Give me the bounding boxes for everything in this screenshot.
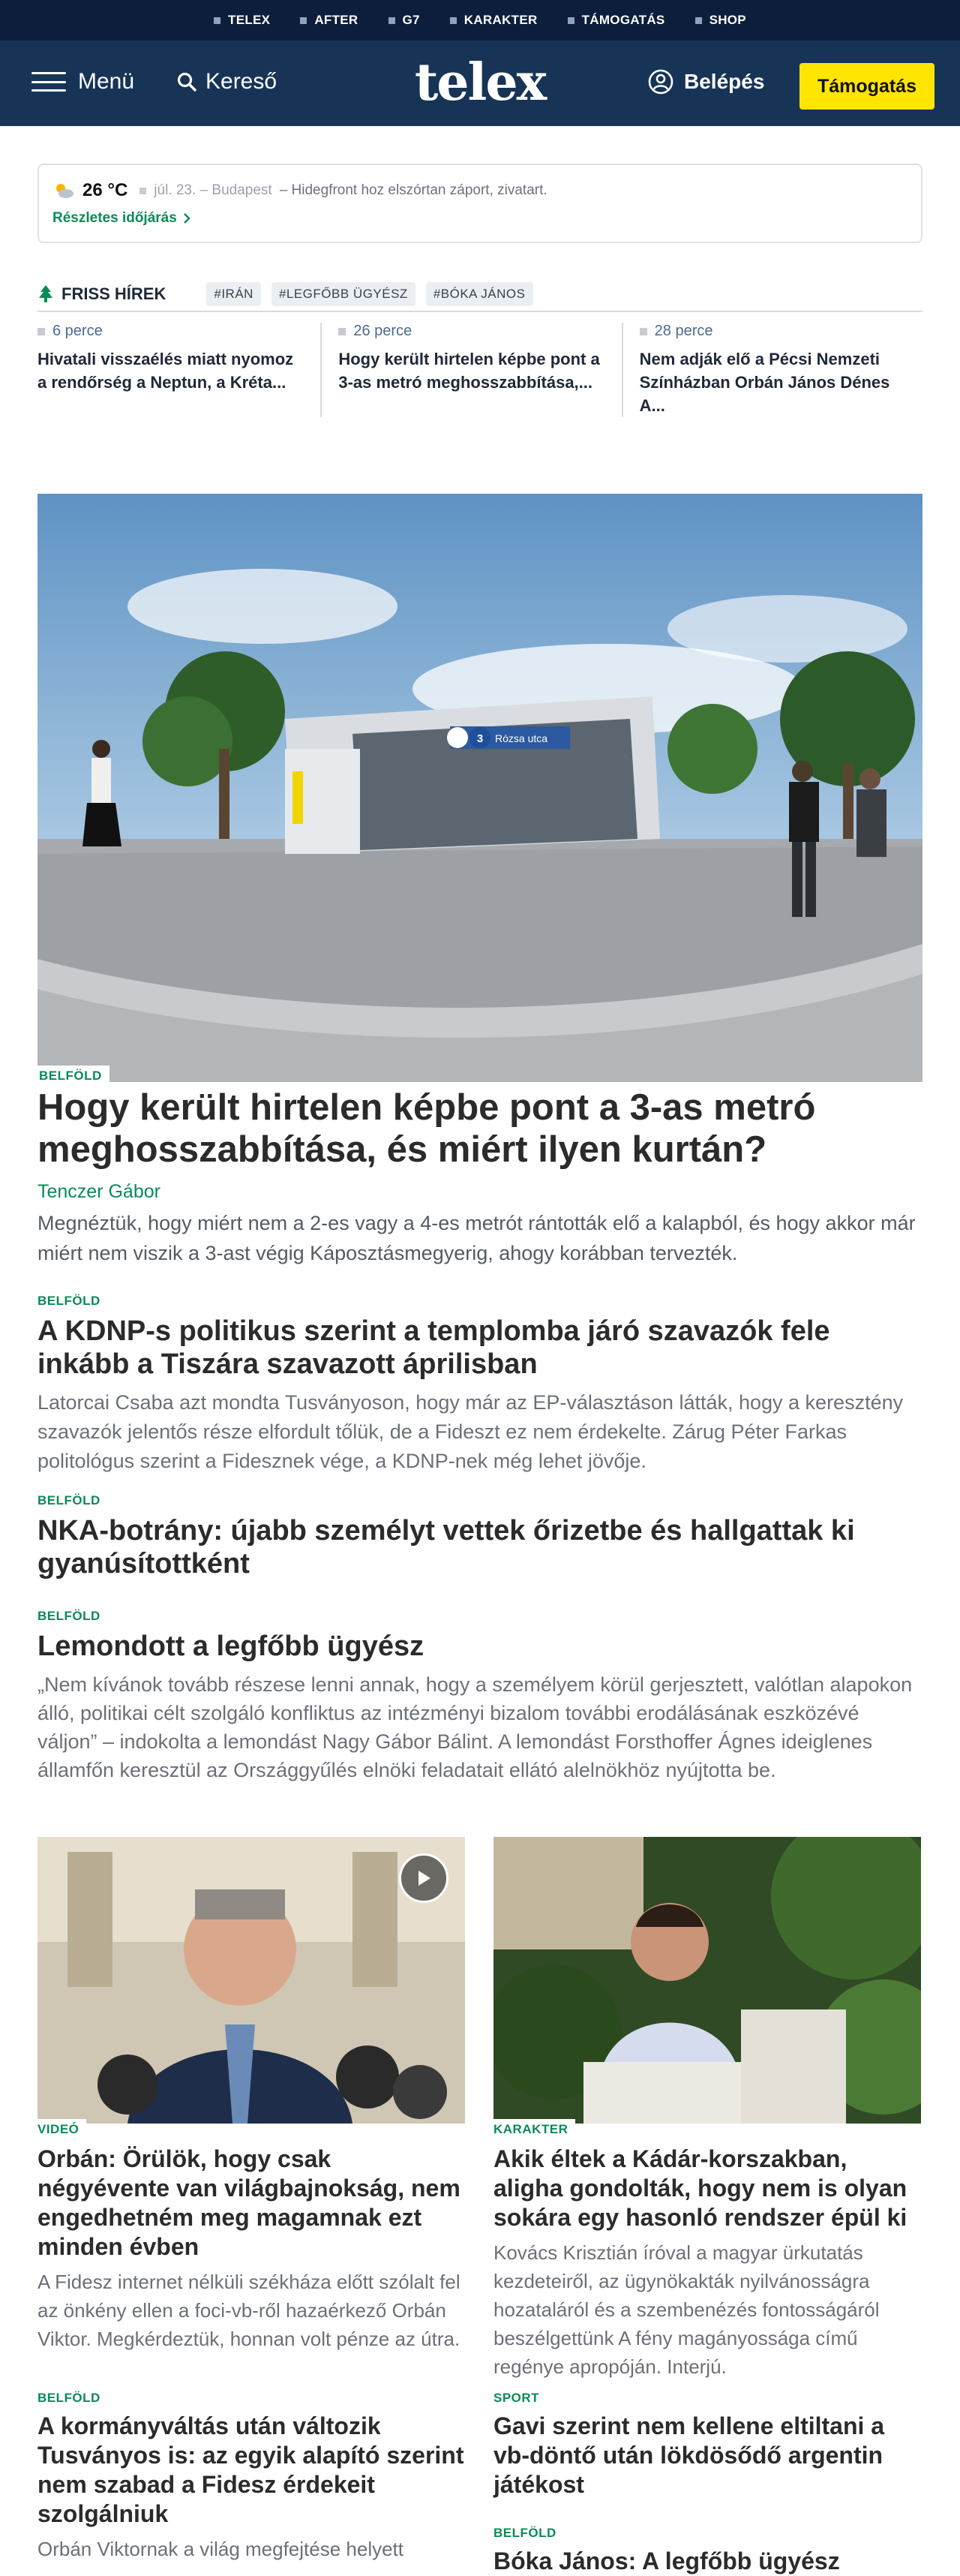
article-card[interactable] bbox=[494, 2526, 921, 2576]
tag-iran[interactable]: #IRÁN bbox=[206, 282, 261, 306]
fresh-news-label: FRISS HÍREK bbox=[62, 284, 166, 303]
article[interactable] bbox=[38, 1609, 922, 1784]
card-title[interactable]: Akik éltek a Kádár-korszakban, aligha gondolták, hogy nem is olyan sokára egy hasonló rendszer épül ki bbox=[494, 2145, 908, 2231]
fresh-item-title: Hogy került hirtelen képbe pont a 3-as metró meghosszabbítása,... bbox=[338, 350, 600, 392]
card-title[interactable]: Orbán: Örülök, hogy csak négyévente van világbajnokság, nem engedhetném meg magamnak ezt minden évben bbox=[38, 2145, 460, 2260]
square-icon bbox=[568, 17, 574, 24]
article-title[interactable]: Lemondott a legfőbb ügyész bbox=[38, 1631, 424, 1662]
card-lead: A Fidesz internet nélküli székháza előtt szólalt fel az önkény ellen a foci-vb-ről hazaérkező Orbán Viktor. Megkérdeztük, honnan volt pénze az útra. bbox=[38, 2271, 460, 2350]
tree-icon bbox=[38, 284, 54, 304]
hero-category[interactable]: BELFÖLD bbox=[38, 1066, 110, 1085]
station-sign: Rózsa utca bbox=[495, 732, 548, 744]
topnav-label: TELEX bbox=[228, 13, 271, 27]
weather-temp: 26 °C bbox=[82, 180, 128, 200]
topnav-g7[interactable] bbox=[388, 13, 420, 28]
article[interactable] bbox=[38, 1493, 922, 1580]
tag-legfobb-ugyesz[interactable]: #LEGFŐBB ÜGYÉSZ bbox=[272, 282, 416, 306]
hero-lead: Megnéztük, hogy miért nem a 2-es vagy a 4-es metrót rántották elő a kalapból, és hogy akkor már miért nem viszik a 3-ast végig Káposztásmegyerig, ahogy korábban tervezték. bbox=[38, 1212, 916, 1264]
weather-date: júl. 23. – Budapest bbox=[154, 182, 272, 198]
fresh-item-time: 28 perce bbox=[654, 323, 713, 339]
topnav-karakter[interactable] bbox=[450, 13, 538, 28]
square-icon bbox=[214, 17, 220, 24]
separator-icon bbox=[140, 188, 146, 194]
hero-image[interactable] bbox=[38, 494, 922, 1082]
article-image[interactable] bbox=[494, 1837, 921, 2124]
partly-cloudy-icon bbox=[52, 181, 75, 200]
card-title[interactable]: Bóka János: A legfőbb ügyész bbox=[494, 2547, 840, 2574]
article[interactable] bbox=[38, 1294, 922, 1476]
article-lead: „Nem kívánok tovább részese lenni annak, hogy a személyem körül gerjesztett, valótlan alapokon álló, politikai célt szolgáló konfliktus az intézményi bizalom további erodálásának eszközévé váljon” – indokolta a lemondást Nagy Gábor Bálint. A lemondást Forsthoffer Ágnes ideiglenes államfőn keresztül az Országgyűlés elnöki feladatait ellátó alelnökhöz nyújtotta be. bbox=[38, 1673, 913, 1781]
square-icon bbox=[695, 17, 702, 24]
fresh-item-title: Nem adják elő a Pécsi Nemzeti Színházban Orbán János Dénes A... bbox=[639, 350, 890, 415]
login-label: Belépés bbox=[684, 70, 765, 93]
topnav-telex[interactable] bbox=[214, 13, 270, 28]
fresh-news-title[interactable] bbox=[38, 284, 166, 304]
article-category[interactable]: BELFÖLD bbox=[38, 1493, 100, 1507]
fresh-news bbox=[38, 278, 922, 417]
weather-desc: – Hidegfront hoz elszórtan záport, zivatart. bbox=[279, 182, 548, 198]
fresh-item-title: Hivatali visszaélés miatt nyomoz a rendőrség a Neptun, a Kréta... bbox=[38, 350, 294, 392]
topnav-label: G7 bbox=[402, 13, 420, 27]
hero-author[interactable]: Tenczer Gábor bbox=[38, 1181, 160, 1202]
site-logo[interactable]: telex bbox=[414, 53, 546, 113]
article-category[interactable]: BELFÖLD bbox=[38, 1294, 100, 1308]
article-category[interactable]: BELFÖLD bbox=[38, 1609, 100, 1623]
login-button[interactable] bbox=[648, 69, 764, 95]
top-nav bbox=[0, 0, 960, 41]
topnav-label: TÁMOGATÁS bbox=[581, 13, 665, 27]
fresh-item[interactable] bbox=[38, 323, 320, 417]
card-category[interactable]: KARAKTER bbox=[494, 2119, 575, 2139]
card-title[interactable]: A kormányváltás után változik Tusványos is: az egyik alapító szerint nem szabad a Fidesz érdekeit szolgálniuk bbox=[38, 2412, 464, 2527]
card-lead: Kovács Krisztián íróval a magyar ürkutatás kezdeteiről, az ügynökakták nyilvánosságra hozataláról és a szembenézés fontosságáról beszélgettünk A fény magányossága című regénye apropóján. Interjú. bbox=[494, 2241, 880, 2378]
square-icon bbox=[450, 17, 457, 24]
article-image[interactable] bbox=[38, 1837, 465, 2124]
topnav-tamogatas[interactable] bbox=[568, 13, 665, 28]
article-card[interactable] bbox=[494, 2391, 921, 2499]
topnav-label: AFTER bbox=[314, 13, 358, 27]
card-category[interactable]: BELFÖLD bbox=[38, 2391, 100, 2405]
site-header bbox=[0, 41, 960, 126]
article-title[interactable]: NKA-botrány: újabb személyt vettek őrizetbe és hallgattak ki gyanúsítottként bbox=[38, 1515, 855, 1580]
weather-details-link[interactable] bbox=[52, 210, 908, 227]
card-lead: Orbán Viktornak a világ megfejtése helyett bbox=[38, 2538, 404, 2560]
square-icon bbox=[640, 328, 647, 335]
article-card[interactable] bbox=[494, 1837, 921, 2381]
metro-line-badge: 3 bbox=[476, 732, 484, 745]
square-icon bbox=[38, 328, 45, 335]
weather-details-label: Részletes időjárás bbox=[52, 210, 177, 226]
article-card[interactable] bbox=[38, 1837, 465, 2353]
weather-widget bbox=[38, 164, 922, 243]
card-category[interactable]: BELFÖLD bbox=[494, 2526, 556, 2540]
article-card[interactable] bbox=[38, 2391, 465, 2563]
square-icon bbox=[300, 17, 307, 24]
topnav-shop[interactable] bbox=[695, 13, 746, 28]
card-category[interactable]: VIDEÓ bbox=[38, 2119, 86, 2139]
metro-station-illustration bbox=[38, 494, 922, 1082]
fresh-item[interactable] bbox=[622, 323, 922, 417]
search-label: Kereső bbox=[206, 69, 278, 94]
fresh-item[interactable] bbox=[320, 323, 621, 417]
chevron-right-icon bbox=[183, 213, 190, 224]
hero-title[interactable]: Hogy került hirtelen képbe pont a 3-as metró meghosszabbítása, és miért ilyen kurtán? bbox=[38, 1087, 816, 1170]
menu-label: Menü bbox=[78, 69, 135, 94]
topnav-after[interactable] bbox=[300, 13, 358, 28]
article-title[interactable]: A KDNP-s politikus szerint a templomba járó szavazók fele inkább a Tiszára szavazott áprilisban bbox=[38, 1315, 830, 1380]
fresh-item-time: 6 perce bbox=[52, 323, 103, 339]
square-icon bbox=[338, 328, 346, 335]
support-button[interactable]: Támogatás bbox=[800, 63, 934, 110]
user-icon bbox=[648, 69, 674, 95]
tag-boka-janos[interactable]: #BÓKA JÁNOS bbox=[426, 282, 533, 306]
square-icon bbox=[388, 17, 395, 24]
play-icon bbox=[416, 1869, 432, 1887]
topnav-label: KARAKTER bbox=[464, 13, 538, 27]
portrait-photo bbox=[494, 1837, 921, 2124]
play-button[interactable] bbox=[399, 1853, 448, 1903]
card-title[interactable]: Gavi szerint nem kellene eltiltani a vb-döntő után lökdösődő argentin játékost bbox=[494, 2412, 885, 2498]
article-lead: Latorcai Csaba azt mondta Tusványoson, hogy már az EP-választáson látták, hogy a keresztény szavazók jelentős része elfordult tőlük, de a Fideszt ez nem érdekelte. Zárug Péter Farkas politológus szerint a Fidesznek vége, a KDNP-nek még lehet jövője. bbox=[38, 1391, 904, 1472]
card-category[interactable]: SPORT bbox=[494, 2391, 540, 2405]
topnav-label: SHOP bbox=[709, 13, 746, 27]
fresh-item-time: 26 perce bbox=[353, 323, 412, 339]
